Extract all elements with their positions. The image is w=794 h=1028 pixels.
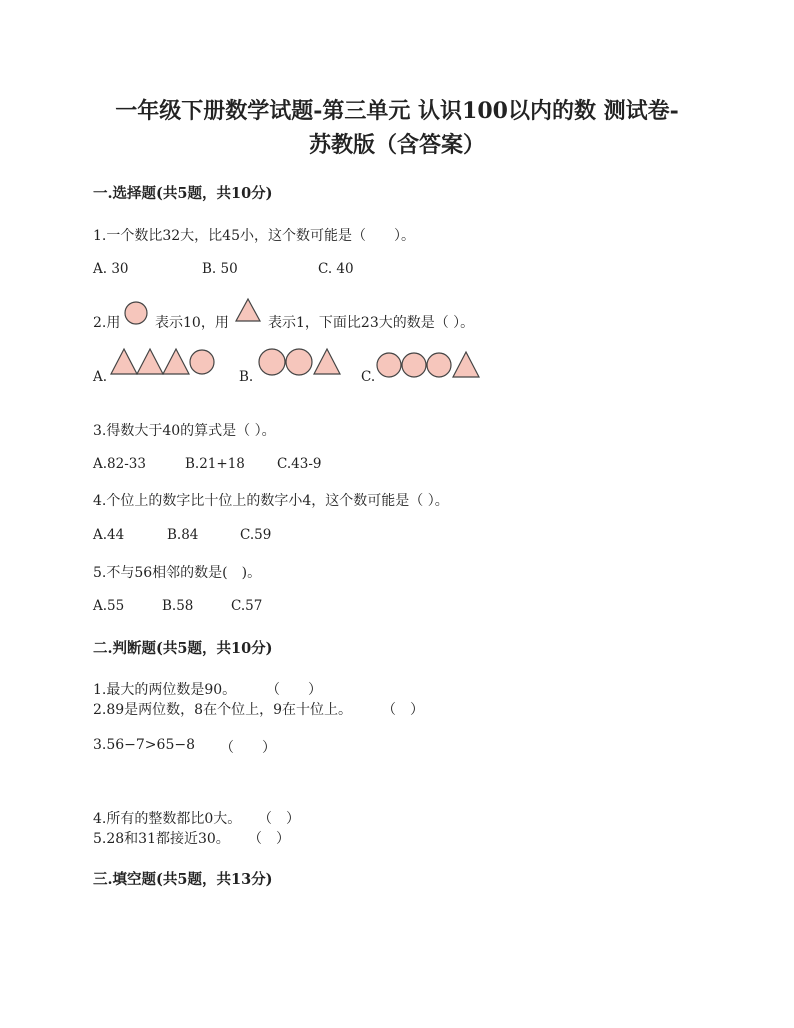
q2-option-b-shapes xyxy=(255,346,345,378)
triangle-icon xyxy=(234,297,262,323)
section-heading-choice: 一.选择题(共5题，共10分) xyxy=(93,185,273,202)
section-heading-fill: 三.填空题(共5题，共13分) xyxy=(93,871,273,888)
judge-2: 2.89是两位数，8在个位上，9在十位上。 xyxy=(93,702,352,718)
q4-option-a: A.44 xyxy=(93,527,125,543)
judge-1: 1.最大的两位数是90。 xyxy=(93,682,237,698)
q1-option-a: A. 30 xyxy=(93,261,129,277)
q3-option-c: C.43-9 xyxy=(277,456,322,472)
q2-option-a-shapes xyxy=(108,346,218,378)
judge-5-answer-paren: （ ） xyxy=(248,831,290,847)
judge-4: 4.所有的整数都比0大。 xyxy=(93,811,242,827)
page-title-line2: 苏教版（含答案） xyxy=(308,132,485,158)
circle-icon xyxy=(123,300,149,326)
question-1: 1.一个数比32大，比45小，这个数可能是（ ）。 xyxy=(93,228,415,244)
q3-option-b: B.21+18 xyxy=(185,456,245,472)
question-5: 5.不与56相邻的数是( )。 xyxy=(93,565,262,581)
q4-option-b: B.84 xyxy=(167,527,199,543)
q5-option-a: A.55 xyxy=(93,598,125,614)
page-title-line1: 一年级下册数学试题-第三单元 认识100以内的数 测试卷- xyxy=(115,98,679,124)
q1-option-c: C. 40 xyxy=(318,261,354,277)
q2-option-c-shapes xyxy=(374,348,484,380)
q5-option-c: C.57 xyxy=(231,598,263,614)
q3-option-a: A.82-33 xyxy=(93,456,146,472)
question-2-middle: 表示10，用 xyxy=(155,315,229,331)
judge-3-answer-paren: （ ） xyxy=(220,740,276,756)
judge-4-answer-paren: （ ） xyxy=(258,811,300,827)
question-2-prefix: 2.用 xyxy=(93,315,121,331)
judge-3: 3.56−7>65−8 xyxy=(93,737,195,753)
q2-option-b: B. xyxy=(239,369,254,385)
judge-2-answer-paren: （ ） xyxy=(382,702,424,718)
q5-option-b: B.58 xyxy=(162,598,194,614)
judge-5: 5.28和31都接近30。 xyxy=(93,831,230,847)
question-4: 4.个位上的数字比十位上的数字小4，这个数可能是（ ）。 xyxy=(93,493,449,509)
question-3: 3.得数大于40的算式是（ ）。 xyxy=(93,423,276,439)
judge-1-answer-paren: （ ） xyxy=(266,682,322,698)
q1-option-b: B. 50 xyxy=(202,261,238,277)
section-heading-judge: 二.判断题(共5题，共10分) xyxy=(93,640,273,657)
question-2-suffix: 表示1，下面比23大的数是（ ）。 xyxy=(268,315,475,331)
q2-option-a: A. xyxy=(93,369,108,385)
q2-option-c: C. xyxy=(361,369,376,385)
q4-option-c: C.59 xyxy=(240,527,272,543)
